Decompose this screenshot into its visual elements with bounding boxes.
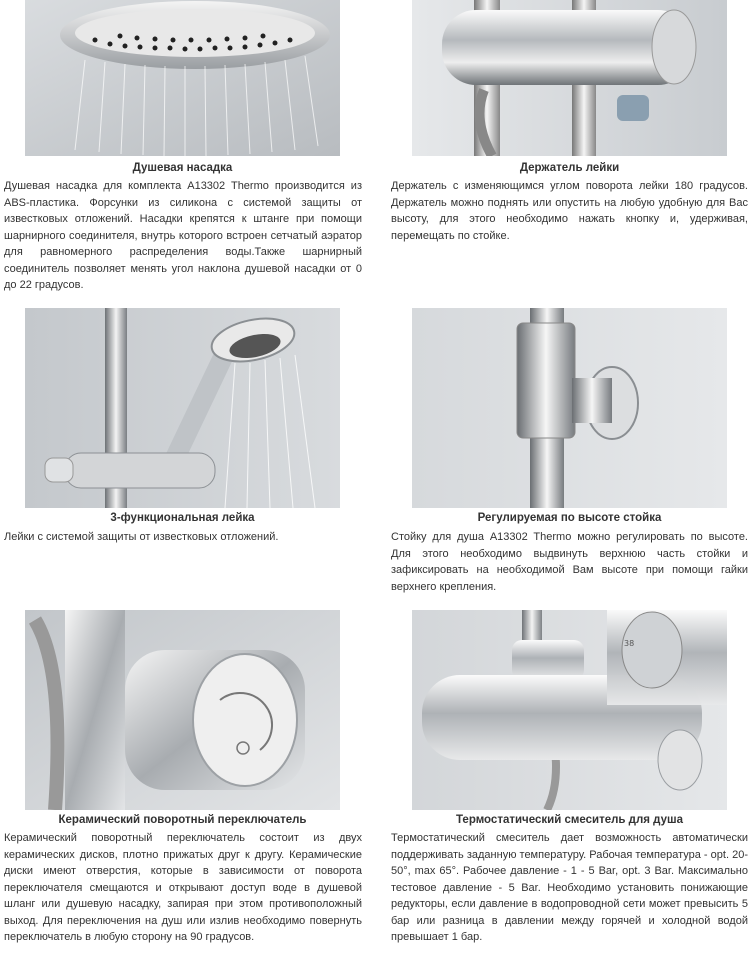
card-text-holder: Держатель с изменяющимся углом поворота лейки 180 градусов. Держатель можно поднять или опустить на любую удобную для Вас высоту, для этого необходимо нажать кнопку и, удерживая, перемещать по стойке. bbox=[391, 180, 748, 242]
shower-head-illustration bbox=[25, 0, 340, 156]
card-text-riser: Стойку для душа A13302 Thermo можно регулировать по высоте. Для этого необходимо выдвинуть верхнюю часть стойки и зафиксировать на необходимой Вам высоте при помощи гайки верхнего крепления. bbox=[391, 531, 748, 593]
thermostat-photo bbox=[412, 610, 727, 810]
riser-photo bbox=[412, 308, 727, 508]
holder-photo bbox=[412, 0, 727, 156]
card-text-thermostat: Термостатический смеситель дает возможность автоматически поддерживать заданную температуру. Рабочая температура - opt. 20-50°, max 65°. Рабочее давление - 1 - 5 Bar, opt. 3 Bar. Максимально тестовое давление - 5 Bar. Необходимо установить понижающие редукторы, если давление в водопроводной сети может превысить 5 бар или разница в давлении между горячей и холодной водой превышает 1 бар. bbox=[391, 832, 748, 943]
card-text-shower-head: Душевая насадка для комплекта A13302 Thermo производится из ABS-пластика. Форсунки из силикона с системой защиты от известковых отложений. Насадки крепятся к штанге при помощи шарнирного соединителя, внутрь которого встроен сетчатый аэратор для равномерного распределения воды.Также шарнирный соединитель позволяет менять угол наклона душевой насадки от 0 до 22 градусов. bbox=[4, 180, 362, 291]
holder-illustration bbox=[412, 0, 727, 156]
hand-shower-illustration bbox=[25, 308, 340, 508]
hand-shower-photo bbox=[25, 308, 340, 508]
shower-head-photo bbox=[25, 0, 340, 156]
thermostat-illustration bbox=[412, 610, 727, 810]
card-title-thermostat: Термостатический смеситель для душа bbox=[455, 814, 684, 826]
diverter-illustration bbox=[25, 610, 340, 810]
card-title-shower-head: Душевая насадка bbox=[132, 162, 233, 174]
svg-text:38: 38 bbox=[624, 639, 635, 648]
card-text-hand-shower: Лейки с системой защиты от известковых отложений. bbox=[4, 531, 279, 543]
card-title-diverter: Керамический поворотный переключатель bbox=[58, 814, 307, 826]
card-title-hand-shower: 3-функциональная лейка bbox=[110, 512, 255, 524]
riser-illustration bbox=[412, 308, 727, 508]
card-text-diverter: Керамический поворотный переключатель состоит из двух керамических дисков, плотно прижатых друг к другу. Керамические диски имеют отверстия, которые в зависимости от поворота переключателя смещаются и открывают доступ воде в душевой шланг или душевую насадку, запирая при этом противоположный выход. Для переключения на душ или излив необходимо повернуть переключатель в любую сторону на 90 градусов. bbox=[4, 832, 362, 943]
card-title-riser: Регулируемая по высоте стойка bbox=[477, 512, 662, 524]
card-title-holder: Держатель лейки bbox=[519, 162, 620, 174]
diverter-photo bbox=[25, 610, 340, 810]
